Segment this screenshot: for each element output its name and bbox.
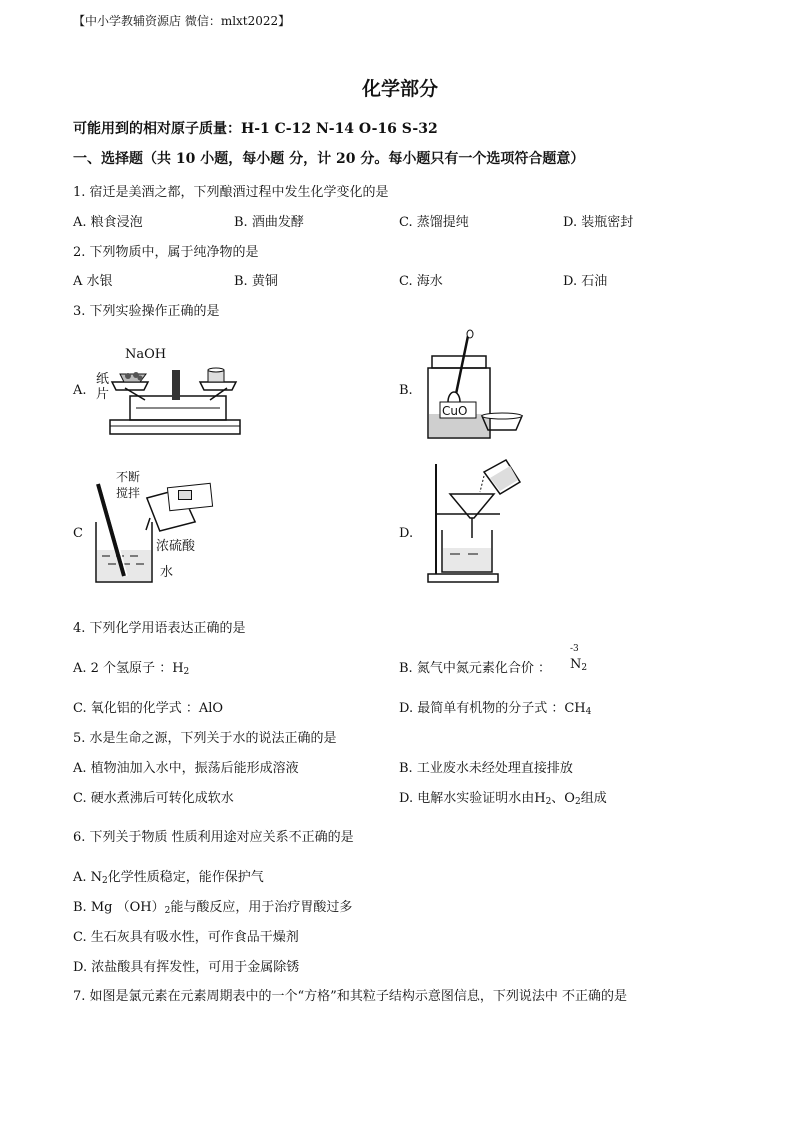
bottle-label-icon: [178, 490, 192, 500]
q4-valence-label: -3: [570, 644, 579, 654]
q5-option-a: A. 植物油加入水中，振荡后能形成溶液: [73, 761, 299, 776]
q6-option-a: A. $N_2$化学性质稳定，能作保护气: [73, 870, 264, 886]
stir-label-1: 不断: [116, 470, 141, 484]
q2-option-a: A 水银: [73, 274, 113, 289]
bottle-figure: [418, 328, 528, 443]
stir-label-2: 搅拌: [116, 486, 141, 500]
filtration-figure: [420, 458, 530, 586]
q6-option-c: C. 生石灰具有吸水性，可作食品干燥剂: [73, 930, 299, 945]
paper-label-2: 片: [96, 387, 110, 402]
q1-option-a: A. 粮食浸泡: [73, 215, 143, 230]
q3-label-b: B.: [399, 383, 413, 398]
q3-label-d: D.: [399, 526, 414, 541]
q5-option-b: B. 工业废水未经处理直接排放: [399, 761, 573, 776]
section-heading: 一、选择题（共 10 小题，每小题 分，计 20 分。每小题只有一个选项符合题意）: [73, 151, 585, 167]
water-label: 水: [160, 565, 174, 580]
q1-option-d: D. 装瓶密封: [563, 215, 634, 230]
q5-stem: 5. 水是生命之源，下列关于水的说法正确的是: [73, 731, 337, 746]
q7-stem: 7. 如图是氯元素在元素周期表中的一个“方格”和其粒子结构示意图信息，下列说法中 不正确的是: [73, 989, 627, 1004]
acid-label: 浓硫酸: [156, 539, 196, 554]
q4-option-a: A. 2 个氢原子 ：$H_2$: [73, 661, 190, 677]
q1-stem: 1. 宿迁是美酒之都，下列酿酒过程中发生化学变化的是: [73, 185, 389, 200]
paper-label-1: 纸: [96, 372, 110, 387]
q4-option-b: B. 氮气中氮元素化合价 ：: [399, 661, 551, 676]
q2-option-c: C. 海水: [399, 274, 443, 289]
q5-option-c: C. 硬水煮沸后可转化成软水: [73, 791, 234, 806]
balance-figure: [90, 340, 250, 440]
page-header: 【中小学教辅资源店 微信：mlxt2022】: [73, 14, 291, 28]
q4-option-c: C. 氧化铝的化学式 ：AlO: [73, 701, 224, 716]
q2-stem: 2. 下列物质中，属于纯净物的是: [73, 245, 259, 260]
q3-label-a: A.: [73, 383, 87, 398]
q4-option-d: D. 最简单有机物的分子式 ：$CH_4$: [399, 701, 592, 717]
q4-stem: 4. 下列化学用语表达正确的是: [73, 621, 246, 636]
q4-nitrogen-symbol: $N_2$: [570, 657, 588, 673]
page-title: 化学部分: [361, 78, 438, 100]
cuo-label: CuO: [442, 404, 468, 418]
q5-option-d: D. 电解水实验证明水由$H_2$、$O_2$组成: [399, 791, 607, 807]
q2-option-d: D. 石油: [563, 274, 608, 289]
q1-option-b: B. 酒曲发酵: [234, 215, 304, 230]
q6-option-d: D. 浓盐酸具有挥发性，可用于金属除锈: [73, 960, 300, 975]
atomic-mass-line: 可能用到的相对原子质量：H-1 C-12 N-14 O-16 S-32: [73, 121, 438, 137]
naoh-label: NaOH: [125, 347, 167, 362]
q6-option-b: B. Mg $(OH)_2$能与酸反应，用于治疗胃酸过多: [73, 900, 353, 916]
q1-option-c: C. 蒸馏提纯: [399, 215, 469, 230]
q3-stem: 3. 下列实验操作正确的是: [73, 304, 220, 319]
q3-label-c: C: [73, 526, 83, 541]
q6-stem: 6. 下列关于物质 性质利用途对应关系不正确的是: [73, 830, 354, 845]
q2-option-b: B. 黄铜: [234, 274, 278, 289]
